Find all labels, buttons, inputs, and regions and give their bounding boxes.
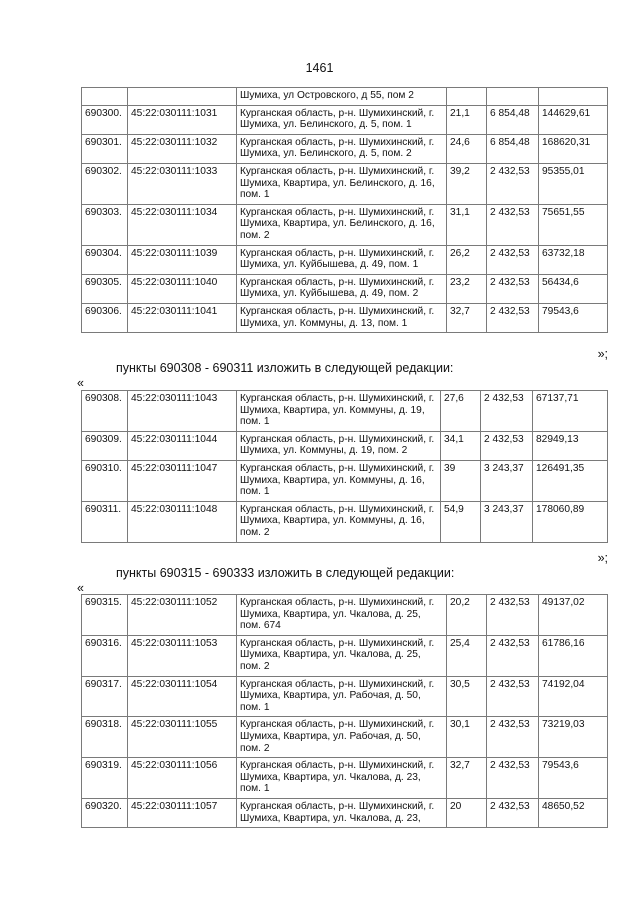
table-row [82, 758, 608, 799]
cadastral-value: 48650,52 [539, 798, 608, 827]
rate: 3 243,37 [481, 501, 533, 542]
area: 20 [447, 798, 487, 827]
table-row [82, 204, 608, 245]
rate: 2 432,53 [487, 163, 539, 204]
cadastral-value: 79543,6 [539, 303, 608, 332]
table-row [82, 501, 608, 542]
cadastral-number: 45:22:030111:1043 [128, 391, 237, 432]
rate: 2 432,53 [487, 303, 539, 332]
cadastral-value: 61786,16 [539, 635, 608, 676]
cadastral-number: 45:22:030111:1032 [128, 134, 237, 163]
cadastral-value: 75651,55 [539, 204, 608, 245]
cadastral-value: 79543,6 [539, 758, 608, 799]
row-number: 690316. [82, 635, 128, 676]
rate: 3 243,37 [481, 460, 533, 501]
row-number [82, 88, 128, 106]
address: Курганская область, р-н. Шумихинский, г. Шумиха, Квартира, ул. Чкалова, д. 23, [237, 798, 447, 827]
rate: 2 432,53 [487, 204, 539, 245]
rate: 2 432,53 [481, 431, 533, 460]
amendment-instruction: пункты 690315 - 690333 изложить в следующей редакции: [116, 566, 455, 580]
area: 27,6 [441, 391, 481, 432]
address: Курганская область, р-н. Шумихинский, г. Шумиха, ул. Куйбышева, д. 49, пом. 2 [237, 274, 447, 303]
address: Курганская область, р-н. Шумихинский, г. Шумиха, ул. Коммуны, д. 13, пом. 1 [237, 303, 447, 332]
row-number: 690315. [82, 595, 128, 636]
cadastral-number: 45:22:030111:1054 [128, 676, 237, 717]
cadastral-number: 45:22:030111:1044 [128, 431, 237, 460]
table-row [82, 88, 608, 106]
table-row [82, 460, 608, 501]
rate: 2 432,53 [481, 391, 533, 432]
address: Курганская область, р-н. Шумихинский, г. Шумиха, Квартира, ул. Коммуны, д. 16, пом. 1 [237, 460, 441, 501]
cadastral-number: 45:22:030111:1055 [128, 717, 237, 758]
address: Курганская область, р-н. Шумихинский, г. Шумиха, Квартира, ул. Коммуны, д. 19, пом. 1 [237, 391, 441, 432]
cadastral-number: 45:22:030111:1048 [128, 501, 237, 542]
table-row [82, 105, 608, 134]
rate: 2 432,53 [487, 274, 539, 303]
area: 30,1 [447, 717, 487, 758]
rate [487, 88, 539, 106]
address: Курганская область, р-н. Шумихинский, г. Шумиха, Квартира, ул. Чкалова, д. 23, пом. 1 [237, 758, 447, 799]
table-row [82, 134, 608, 163]
row-number: 690308. [82, 391, 128, 432]
row-number: 690301. [82, 134, 128, 163]
table-row [82, 391, 608, 432]
cadastral-value: 168620,31 [539, 134, 608, 163]
cadastral-number: 45:22:030111:1047 [128, 460, 237, 501]
opening-quote: « [77, 581, 84, 595]
cadastral-number: 45:22:030111:1031 [128, 105, 237, 134]
cadastral-number: 45:22:030111:1033 [128, 163, 237, 204]
cadastral-number: 45:22:030111:1039 [128, 245, 237, 274]
row-number: 690302. [82, 163, 128, 204]
cadastral-number [128, 88, 237, 106]
row-number: 690306. [82, 303, 128, 332]
area: 21,1 [447, 105, 487, 134]
rate: 2 432,53 [487, 798, 539, 827]
cadastral-number: 45:22:030111:1056 [128, 758, 237, 799]
address: Курганская область, р-н. Шумихинский, г. Шумиха, Квартира, ул. Чкалова, д. 25, пом. 674 [237, 595, 447, 636]
row-number: 690300. [82, 105, 128, 134]
row-number: 690319. [82, 758, 128, 799]
cadastral-number: 45:22:030111:1052 [128, 595, 237, 636]
area: 39 [441, 460, 481, 501]
rate: 2 432,53 [487, 245, 539, 274]
cadastral-number: 45:22:030111:1034 [128, 204, 237, 245]
address: Курганская область, р-н. Шумихинский, г. Шумиха, Квартира, ул. Коммуны, д. 16, пом. 2 [237, 501, 441, 542]
table-row [82, 717, 608, 758]
page-number: 1461 [305, 61, 334, 75]
cadastral-value: 126491,35 [533, 460, 608, 501]
row-number: 690311. [82, 501, 128, 542]
cadastral-value: 95355,01 [539, 163, 608, 204]
area: 32,7 [447, 758, 487, 799]
row-number: 690310. [82, 460, 128, 501]
cadastral-value: 56434,6 [539, 274, 608, 303]
row-number: 690318. [82, 717, 128, 758]
registry-table-1 [81, 87, 608, 333]
cadastral-value: 82949,13 [533, 431, 608, 460]
address: Курганская область, р-н. Шумихинский, г. Шумиха, Квартира, ул. Белинского, д. 16, пом. 2 [237, 204, 447, 245]
row-number: 690305. [82, 274, 128, 303]
row-number: 690309. [82, 431, 128, 460]
address: Курганская область, р-н. Шумихинский, г. Шумиха, Квартира, ул. Белинского, д. 16, пом. 1 [237, 163, 447, 204]
address: Шумиха, ул Островского, д 55, пом 2 [237, 88, 447, 106]
opening-quote: « [77, 376, 84, 390]
area: 39,2 [447, 163, 487, 204]
area: 34,1 [441, 431, 481, 460]
registry-table-3 [81, 594, 608, 828]
rate: 2 432,53 [487, 676, 539, 717]
table-row [82, 676, 608, 717]
area: 20,2 [447, 595, 487, 636]
row-number: 690320. [82, 798, 128, 827]
area: 31,1 [447, 204, 487, 245]
table-row [82, 274, 608, 303]
row-number: 690303. [82, 204, 128, 245]
rate: 2 432,53 [487, 635, 539, 676]
address: Курганская область, р-н. Шумихинский, г. Шумиха, ул. Коммуны, д. 19, пом. 2 [237, 431, 441, 460]
table-row [82, 798, 608, 827]
address: Курганская область, р-н. Шумихинский, г. Шумиха, Квартира, ул. Чкалова, д. 25, пом. 2 [237, 635, 447, 676]
area: 25,4 [447, 635, 487, 676]
registry-table-2 [81, 390, 608, 543]
cadastral-value: 67137,71 [533, 391, 608, 432]
rate: 2 432,53 [487, 758, 539, 799]
cadastral-value: 73219,03 [539, 717, 608, 758]
table-row [82, 635, 608, 676]
rate: 2 432,53 [487, 717, 539, 758]
cadastral-value: 74192,04 [539, 676, 608, 717]
cadastral-value: 49137,02 [539, 595, 608, 636]
cadastral-number: 45:22:030111:1040 [128, 274, 237, 303]
closing-quote: »; [597, 347, 608, 361]
area: 54,9 [441, 501, 481, 542]
area: 26,2 [447, 245, 487, 274]
rate: 6 854,48 [487, 105, 539, 134]
rate: 6 854,48 [487, 134, 539, 163]
rate: 2 432,53 [487, 595, 539, 636]
table-row [82, 245, 608, 274]
table-row [82, 595, 608, 636]
area [447, 88, 487, 106]
row-number: 690304. [82, 245, 128, 274]
table-row [82, 303, 608, 332]
cadastral-value [539, 88, 608, 106]
cadastral-number: 45:22:030111:1053 [128, 635, 237, 676]
table-row [82, 431, 608, 460]
cadastral-number: 45:22:030111:1041 [128, 303, 237, 332]
cadastral-value: 178060,89 [533, 501, 608, 542]
cadastral-number: 45:22:030111:1057 [128, 798, 237, 827]
closing-quote: »; [597, 551, 608, 565]
amendment-instruction: пункты 690308 - 690311 изложить в следующей редакции: [116, 361, 454, 375]
area: 24,6 [447, 134, 487, 163]
cadastral-value: 144629,61 [539, 105, 608, 134]
row-number: 690317. [82, 676, 128, 717]
area: 23,2 [447, 274, 487, 303]
cadastral-value: 63732,18 [539, 245, 608, 274]
address: Курганская область, р-н. Шумихинский, г. Шумиха, ул. Белинского, д. 5, пом. 1 [237, 105, 447, 134]
address: Курганская область, р-н. Шумихинский, г. Шумиха, ул. Куйбышева, д. 49, пом. 1 [237, 245, 447, 274]
table-row [82, 163, 608, 204]
area: 32,7 [447, 303, 487, 332]
area: 30,5 [447, 676, 487, 717]
address: Курганская область, р-н. Шумихинский, г. Шумиха, ул. Белинского, д. 5, пом. 2 [237, 134, 447, 163]
address: Курганская область, р-н. Шумихинский, г. Шумиха, Квартира, ул. Рабочая, д. 50, пом. 2 [237, 717, 447, 758]
address: Курганская область, р-н. Шумихинский, г. Шумиха, Квартира, ул. Рабочая, д. 50, пом. 1 [237, 676, 447, 717]
